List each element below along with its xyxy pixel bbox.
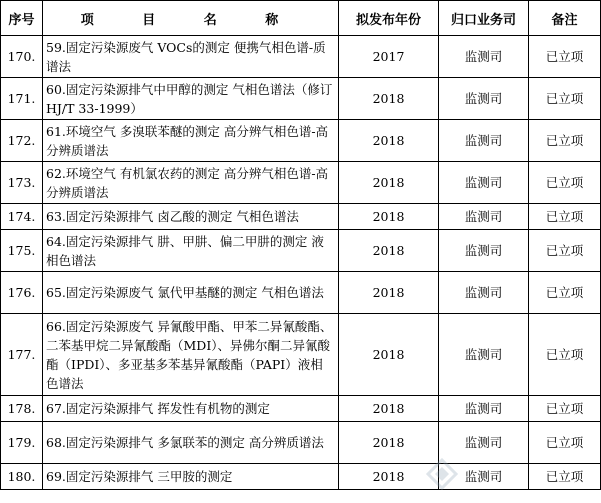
item-name-cell: 64.固定污染源排气 肼、甲肼、偏二甲肼的测定 液相色谱法 [43, 230, 339, 272]
seq-cell: 178. [1, 396, 43, 422]
seq-cell: 180. [1, 464, 43, 490]
year-cell: 2018 [339, 204, 439, 230]
dept-cell: 监测司 [439, 36, 529, 78]
note-cell: 已立项 [529, 78, 601, 120]
item-name-cell: 65.固定污染源废气 氯代甲基醚的测定 气相色谱法 [43, 272, 339, 314]
dept-cell: 监测司 [439, 230, 529, 272]
header-note: 备注 [529, 1, 601, 36]
item-name-cell: 67.固定污染源排气 挥发性有机物的测定 [43, 396, 339, 422]
note-cell: 已立项 [529, 464, 601, 490]
table-row [1, 162, 601, 204]
seq-cell: 176. [1, 272, 43, 314]
item-name-cell: 60.固定污染源排气中甲醇的测定 气相色谱法（修订HJ/T 33-1999） [43, 78, 339, 120]
dept-cell: 监测司 [439, 422, 529, 464]
table-row [1, 120, 601, 162]
year-cell: 2017 [339, 36, 439, 78]
seq-cell: 172. [1, 120, 43, 162]
seq-cell: 170. [1, 36, 43, 78]
dept-cell: 监测司 [439, 204, 529, 230]
table-row [1, 36, 601, 78]
item-name-cell: 68.固定污染源排气 多氯联苯的测定 高分辨质谱法 [43, 422, 339, 464]
item-name-cell: 69.固定污染源排气 三甲胺的测定 [43, 464, 339, 490]
dept-cell: 监测司 [439, 396, 529, 422]
table-row [1, 314, 601, 396]
year-cell: 2018 [339, 78, 439, 120]
dept-cell: 监测司 [439, 272, 529, 314]
header-item: 项 目 名 称 [43, 1, 339, 36]
table-row [1, 464, 601, 490]
note-cell: 已立项 [529, 120, 601, 162]
year-cell: 2018 [339, 230, 439, 272]
year-cell: 2018 [339, 464, 439, 490]
year-cell: 2018 [339, 162, 439, 204]
note-cell: 已立项 [529, 36, 601, 78]
seq-cell: 179. [1, 422, 43, 464]
seq-cell: 175. [1, 230, 43, 272]
dept-cell: 监测司 [439, 78, 529, 120]
note-cell: 已立项 [529, 314, 601, 396]
year-cell: 2018 [339, 422, 439, 464]
note-cell: 已立项 [529, 162, 601, 204]
table-row [1, 272, 601, 314]
note-cell: 已立项 [529, 272, 601, 314]
table-row [1, 396, 601, 422]
seq-cell: 174. [1, 204, 43, 230]
item-name-cell: 59.固定污染源废气 VOCs的测定 便携气相色谱-质谱法 [43, 36, 339, 78]
year-cell: 2018 [339, 314, 439, 396]
header-row [1, 1, 601, 36]
dept-cell: 监测司 [439, 314, 529, 396]
table-row [1, 422, 601, 464]
note-cell: 已立项 [529, 396, 601, 422]
table-row [1, 78, 601, 120]
table-row [1, 230, 601, 272]
header-dept: 归口业务司 [439, 1, 529, 36]
table-row [1, 204, 601, 230]
year-cell: 2018 [339, 120, 439, 162]
note-cell: 已立项 [529, 204, 601, 230]
seq-cell: 171. [1, 78, 43, 120]
item-name-cell: 62.环境空气 有机氯农药的测定 高分辨气相色谱-高分辨质谱法 [43, 162, 339, 204]
dept-cell: 监测司 [439, 162, 529, 204]
year-cell: 2018 [339, 396, 439, 422]
dept-cell: 监测司 [439, 120, 529, 162]
dept-cell: 监测司 [439, 464, 529, 490]
note-cell: 已立项 [529, 422, 601, 464]
header-seq: 序号 [1, 1, 43, 36]
seq-cell: 177. [1, 314, 43, 396]
header-year: 拟发布年份 [339, 1, 439, 36]
seq-cell: 173. [1, 162, 43, 204]
note-cell: 已立项 [529, 230, 601, 272]
item-name-cell: 66.固定污染源废气 异氰酸甲酯、甲苯二异氰酸酯、二苯基甲烷二异氰酸酯（MDI）、异佛尔酮二异氰酸酯（IPDI）、多亚基多苯基异氰酸酯（PAPI）液相色谱法 [43, 314, 339, 396]
year-cell: 2018 [339, 272, 439, 314]
item-name-cell: 63.固定污染源排气 卤乙酸的测定 气相色谱法 [43, 204, 339, 230]
item-name-cell: 61.环境空气 多溴联苯醚的测定 高分辨气相色谱-高分辨质谱法 [43, 120, 339, 162]
